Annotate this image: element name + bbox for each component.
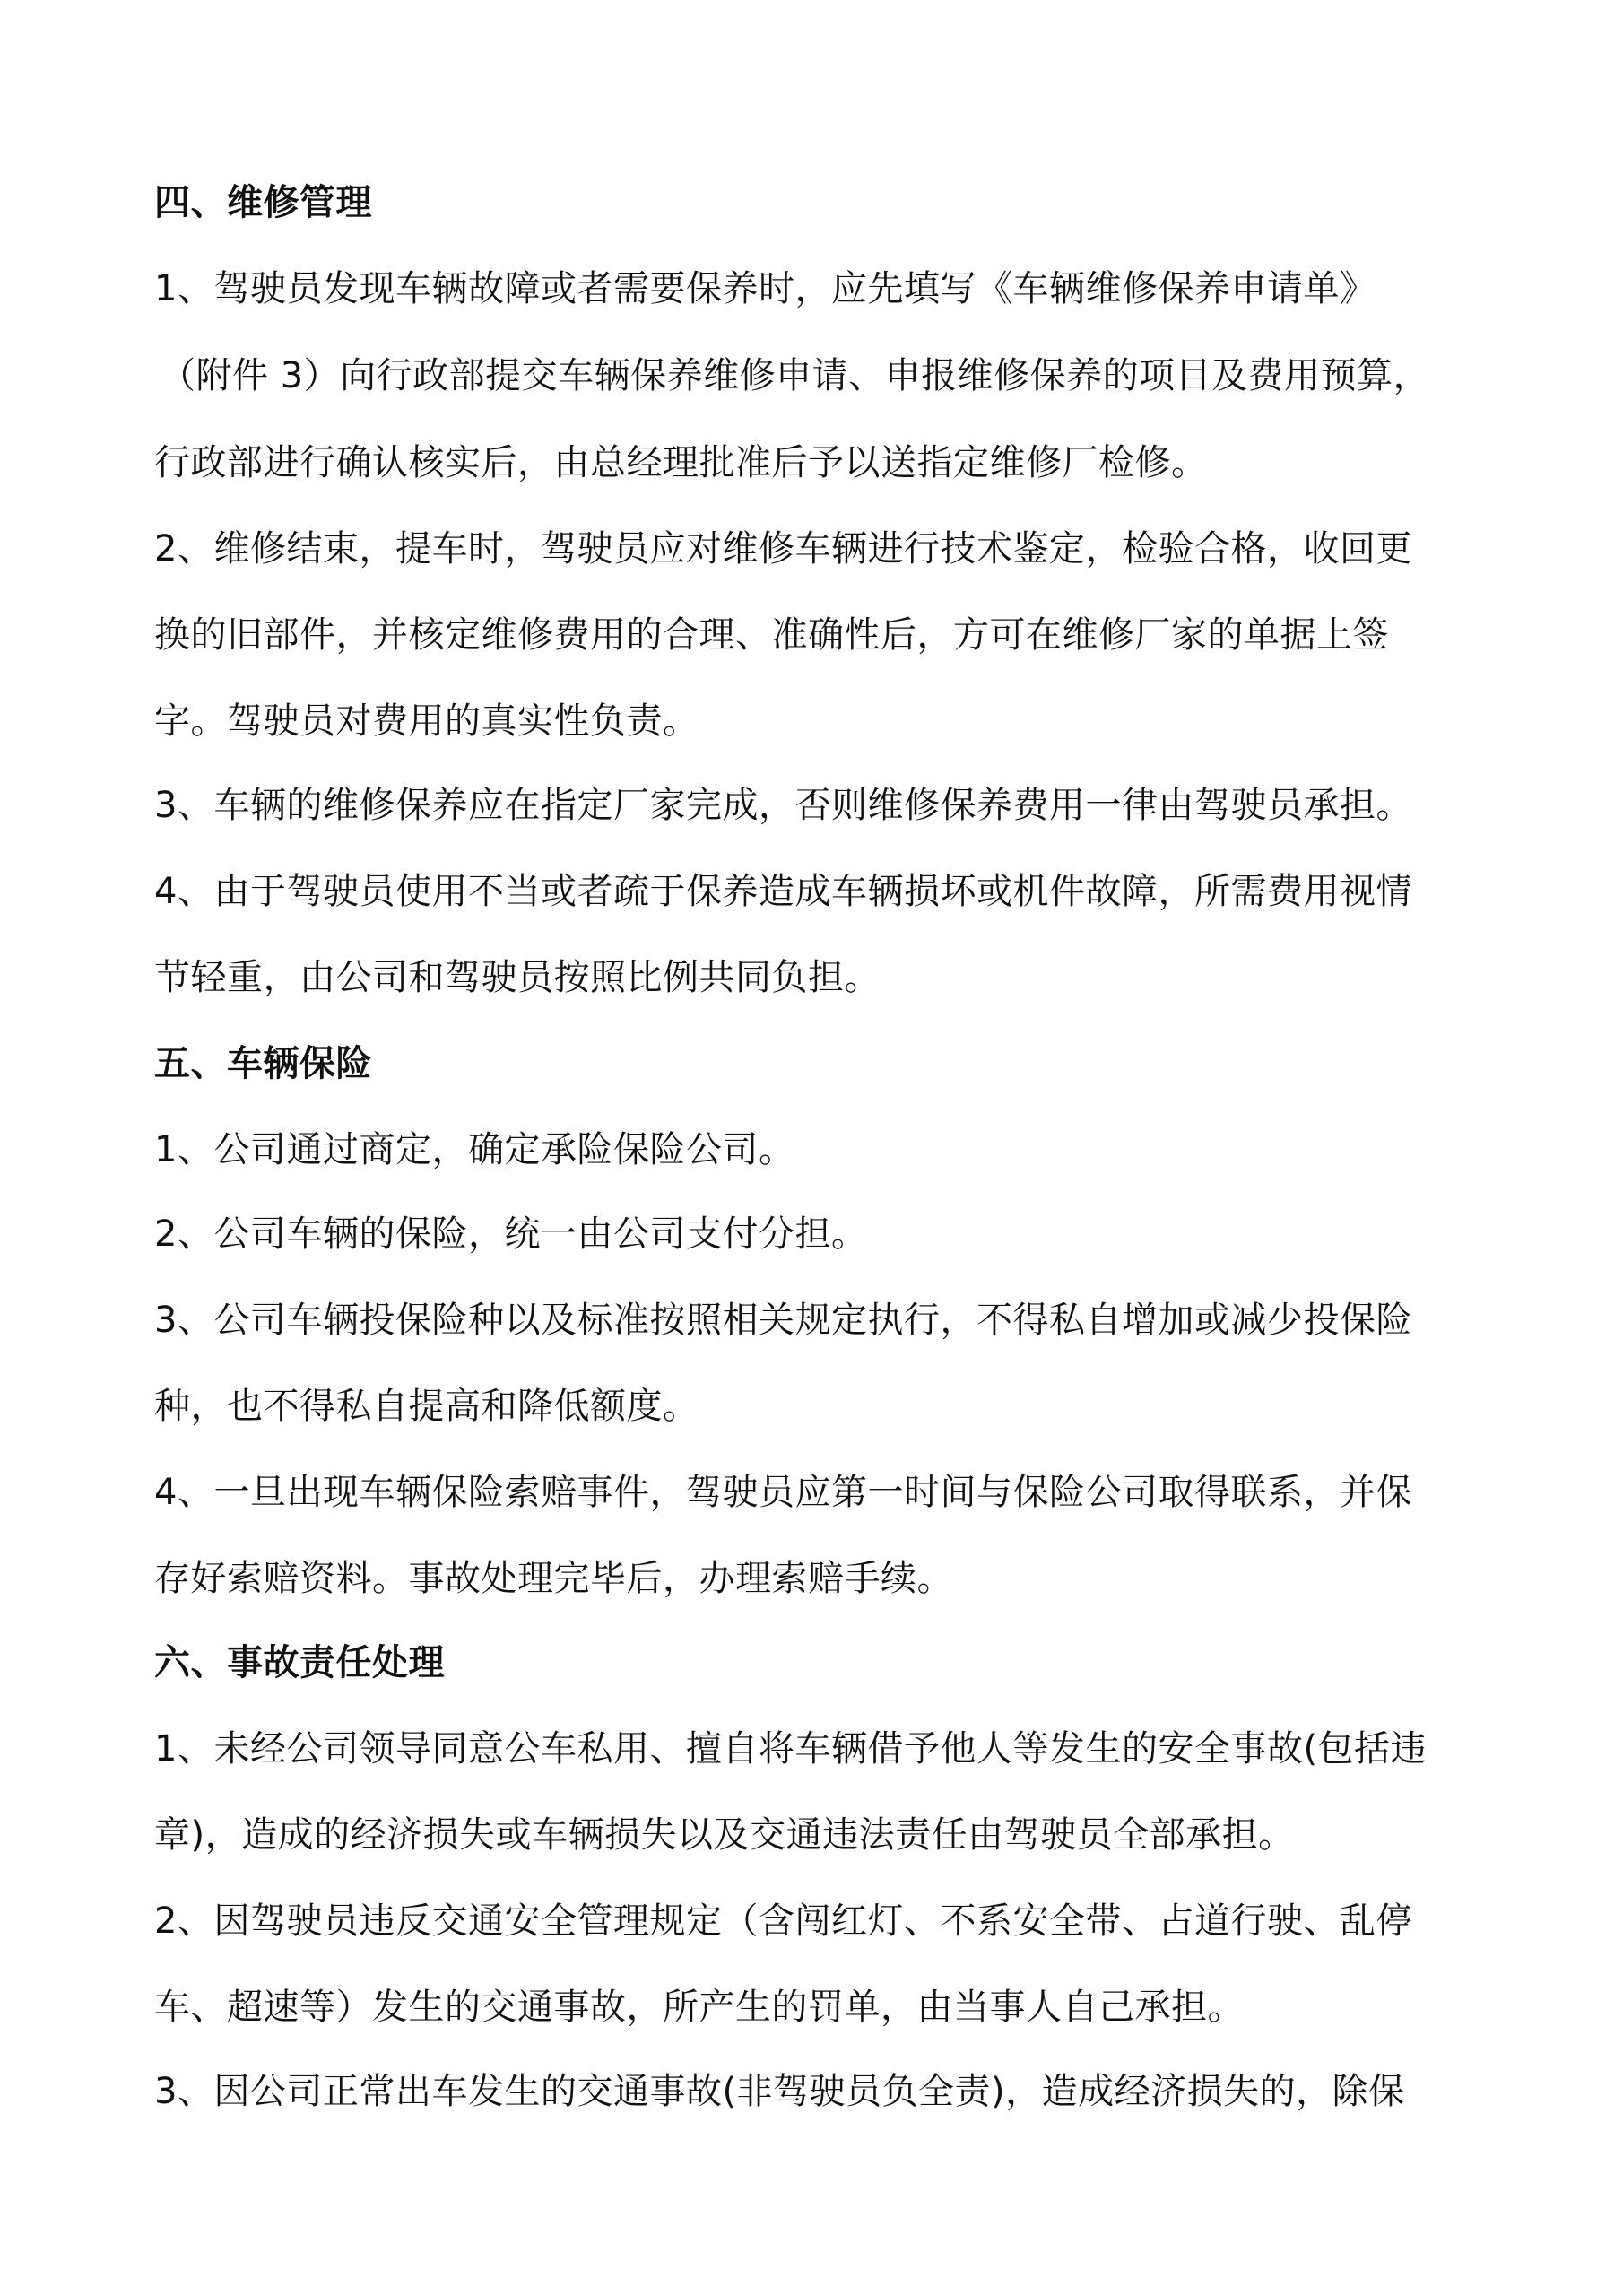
paragraph-line: （附件 3）向行政部提交车辆保养维修申请、申报维修保养的项目及费用预算， [160, 355, 1430, 396]
paragraph-line: 种，也不得私自提高和降低额度。 [154, 1386, 699, 1427]
paragraph-line: 1、公司通过商定，确定承险保险公司。 [154, 1129, 795, 1170]
paragraph-line: 字。驾驶员对费用的真实性负责。 [154, 700, 699, 742]
paragraph-line: 车、超速等）发生的交通事故，所产生的罚单，由当事人自己承担。 [154, 1987, 1244, 2028]
paragraph-line: 2、公司车辆的保险，统一由公司支付分担。 [154, 1213, 868, 1255]
paragraph-line: 3、公司车辆投保险种以及标准按照相关规定执行，不得私自增加或减少投保险 [154, 1300, 1412, 1341]
paragraph-line: 行政部进行确认核实后，由总经理批准后予以送指定维修厂检修。 [154, 442, 1208, 483]
paragraph-line: 2、因驾驶员违反交通安全管理规定（含闯红灯、不系安全带、占道行驶、乱停 [154, 1900, 1412, 1942]
paragraph-line: 3、车辆的维修保养应在指定厂家完成，否则维修保养费用一律由驾驶员承担。 [154, 785, 1412, 826]
paragraph-line: 章)，造成的经济损失或车辆损失以及交通违法责任由驾驶员全部承担。 [154, 1814, 1295, 1856]
paragraph-line: 2、维修结束，提车时，驾驶员应对维修车辆进行技术鉴定，检验合格，收回更 [154, 528, 1412, 570]
section-heading-insurance: 五、车辆保险 [154, 1043, 372, 1084]
paragraph-line: 换的旧部件，并核定维修费用的合理、准确性后，方可在维修厂家的单据上签 [154, 614, 1389, 656]
paragraph-line: 4、由于驾驶员使用不当或者疏于保养造成车辆损坏或机件故障，所需费用视情 [154, 871, 1412, 912]
paragraph-line: 3、因公司正常出车发生的交通事故(非驾驶员负全责)，造成经济损失的，除保 [154, 2071, 1405, 2112]
section-heading-maintenance: 四、维修管理 [154, 182, 372, 223]
paragraph-line: 4、一旦出现车辆保险索赔事件，驾驶员应第一时间与保险公司取得联系，并保 [154, 1472, 1412, 1513]
paragraph-line: 1、驾驶员发现车辆故障或者需要保养时，应先填写《车辆维修保养申请单》 [154, 268, 1376, 309]
section-heading-accident-liability: 六、事故责任处理 [154, 1642, 445, 1683]
paragraph-line: 节轻重，由公司和驾驶员按照比例共同负担。 [154, 957, 881, 998]
paragraph-line: 存好索赔资料。事故处理完毕后，办理索赔手续。 [154, 1558, 953, 1599]
paragraph-line: 1、未经公司领导同意公车私用、擅自将车辆借予他人等发生的安全事故(包括违 [154, 1728, 1428, 1770]
